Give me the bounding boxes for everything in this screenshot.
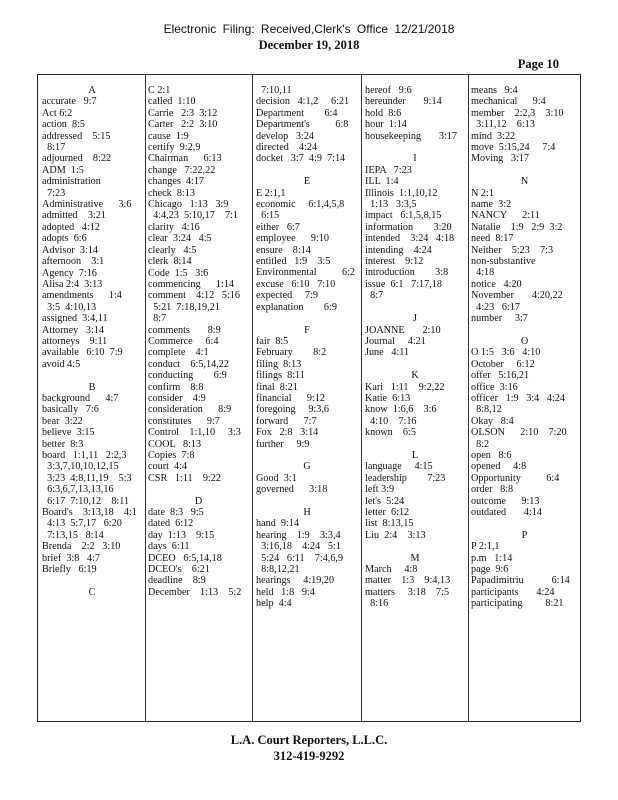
section-letter: J — [413, 313, 417, 325]
index-entry: 7:23 — [42, 187, 66, 199]
index-entry: outdated 4:14 — [471, 507, 543, 518]
index-entry: bear 3:22 — [42, 415, 83, 427]
section-letter: C — [88, 586, 96, 598]
index-entry: impact 6:1,5,8,15 — [365, 210, 442, 222]
spacer — [365, 439, 465, 450]
index-entry: governed 3:18 — [256, 484, 328, 496]
index-entry: ADM 1:5 — [42, 164, 84, 176]
index-entry: October 6:12 — [471, 358, 535, 370]
index-entry: amendments 1:4 — [42, 290, 122, 302]
index-entry: 3:3,7,10,10,12,15 — [42, 461, 119, 473]
index-entry: 8:8,12 — [471, 404, 502, 416]
index-entry: introduction 3:8 — [365, 267, 449, 279]
index-entry: known 6:5 — [365, 427, 416, 439]
index-entry: Liu 2:4 3:13 — [365, 529, 426, 541]
index-entry: available 6:10 7:9 — [42, 347, 123, 359]
index-entry: conduct 6:5,14,22 — [148, 358, 229, 370]
index-entry: filings 8:11 — [256, 370, 305, 382]
index-entry: directed 4:24 — [256, 142, 318, 154]
index-entry: docket 3:7 4:9 7:14 — [256, 153, 346, 165]
index-entry: Chairman 6:13 — [148, 153, 222, 165]
index-entry: left 3:9 — [365, 484, 395, 496]
index-entry: Good 3:1 — [256, 472, 297, 484]
index-entry: DCEO's 6:21 — [148, 564, 210, 576]
index-entry: 3:5 4:10,13 — [42, 301, 97, 313]
index-entry: develop 3:24 — [256, 130, 315, 142]
index-entry: afternoon 3:1 — [42, 256, 105, 268]
index-entry: Okay 8:4 — [471, 415, 514, 427]
index-entry: participants 4:24 — [471, 586, 555, 598]
index-entry: filing 8:13 — [256, 358, 302, 370]
index-entry: avoid 4:5 — [42, 358, 81, 370]
index-entry: Natalie 1:9 2:9 3:2 — [471, 221, 563, 233]
index-entry: intending 4:24 — [365, 244, 432, 256]
index-entry: page 9:6 — [471, 564, 509, 576]
index-entry: cause 1:9 — [148, 130, 189, 142]
index-entry: constitutes 9:7 — [148, 415, 220, 427]
index-entry: dated 6:12 — [148, 518, 194, 530]
index-entry: 4:18 — [471, 267, 495, 279]
column-divider — [252, 75, 253, 721]
index-entry: clerk 8:14 — [148, 256, 192, 268]
spacer — [256, 496, 358, 507]
index-entry: commencing 1:14 — [148, 278, 235, 290]
section-letter: A — [88, 85, 96, 96]
index-entry: days 6:11 — [148, 541, 190, 553]
index-entry: administration — [42, 176, 101, 188]
index-entry: economic 6:1,4,5,8 — [256, 199, 345, 211]
index-entry: Agency 7:16 — [42, 267, 97, 279]
index-entry: Control 1:1,10 3:3 — [148, 427, 241, 439]
index-entry: board 1:1,11 2:2,3 — [42, 449, 127, 461]
index-entry: leadership 7:23 — [365, 472, 446, 484]
index-entry: hand 9:14 — [256, 518, 300, 530]
index-entry: member 2:2,3 3:10 — [471, 107, 564, 119]
index-entry: Board's 3:13,18 4:1 — [42, 507, 137, 519]
spacer — [256, 313, 358, 324]
index-entry: hereunder 9:14 — [365, 96, 442, 108]
index-entry: ensure 8:14 — [256, 244, 311, 256]
spacer — [365, 541, 465, 552]
spacer — [471, 165, 578, 176]
index-entry: Act 6:2 — [42, 107, 73, 119]
spacer — [42, 575, 142, 586]
index-entry: hour 1:14 — [365, 119, 407, 131]
index-entry: check 8:13 — [148, 187, 195, 199]
index-entry: called 1:10 — [148, 96, 196, 108]
index-entry: 6:17 7:10,12 8:11 — [42, 495, 130, 507]
page-number: Page 10 — [517, 57, 559, 71]
index-entry: language 4:15 — [365, 461, 433, 473]
index-entry: hold 8:6 — [365, 107, 402, 119]
index-entry: offer 5:16,21 — [471, 370, 530, 382]
index-entry: office 3:16 — [471, 381, 518, 393]
index-entry: clarity 4:16 — [148, 221, 200, 233]
index-column-5 — [471, 85, 578, 717]
index-entry: clear 3:24 4:5 — [148, 233, 212, 245]
index-entry: mind 3:22 — [471, 130, 516, 142]
index-entry: held 1:8 9:4 — [256, 586, 315, 598]
index-entry: day 1:13 9:15 — [148, 529, 215, 541]
index-entry: COOL 8:13 — [148, 438, 202, 450]
index-entry: open 8:6 — [471, 449, 512, 461]
index-entry: Fox 2:8 3:14 — [256, 427, 319, 439]
column-divider — [361, 75, 362, 721]
index-entry: means 9:4 — [471, 85, 518, 96]
section-letter: H — [303, 506, 311, 518]
index-entry: Katie 6:13 — [365, 392, 411, 404]
index-entry: comment 4:12 5:16 — [148, 290, 240, 302]
index-entry: excuse 6:10 7:10 — [256, 278, 336, 290]
index-entry: matter 1:3 9:4,13 — [365, 575, 451, 587]
index-entry: believe 3:15 — [42, 427, 95, 439]
index-entry: 6:3,6,7,13,13,16 — [42, 484, 114, 496]
index-entry: further 9:9 — [256, 438, 310, 450]
index-entry: assigned 3:4,11 — [42, 313, 108, 325]
index-entry: 7:10,11 — [256, 85, 292, 96]
index-entry: entitled 1:9 3:5 — [256, 256, 331, 268]
index-entry: participating 8:21 — [471, 598, 564, 610]
section-letter: E — [303, 176, 311, 188]
index-entry: court 4:4 — [148, 461, 188, 473]
index-entry: non-substantive — [471, 256, 536, 268]
index-entry: 4:4,23 5:10,17 7:1 — [148, 210, 238, 222]
index-entry: explanation 6:9 — [256, 301, 337, 313]
spacer — [471, 325, 578, 336]
spacer — [365, 359, 465, 370]
reporter-phone: 312-419-9292 — [273, 749, 345, 763]
index-entry: either 6:7 — [256, 221, 300, 233]
index-entry: clearly 4:5 — [148, 244, 197, 256]
index-entry: date 8:3 9:5 — [148, 507, 204, 519]
index-entry: adjourned 8:22 — [42, 153, 112, 165]
index-entry: background 4:7 — [42, 392, 119, 404]
index-entry: P 2:1,1 — [471, 541, 500, 553]
index-entry: 4:23 6:17 — [471, 301, 520, 313]
index-entry: expected 7:9 — [256, 290, 318, 302]
index-entry: matters 3:18 7:5 — [365, 586, 450, 598]
index-entry: addressed 5:15 — [42, 130, 111, 142]
index-entry: let's 5:24 — [365, 495, 405, 507]
section-letter: L — [411, 449, 419, 461]
spacer — [471, 518, 578, 529]
index-entry: p.m 1:14 — [471, 552, 513, 564]
index-entry: admitted 3:21 — [42, 210, 106, 222]
index-entry: Illinois 1:1,10,12 — [365, 187, 438, 199]
index-entry: 8:16 — [365, 598, 389, 610]
index-entry: adopts 6:6 — [42, 233, 87, 245]
word-index-box — [37, 74, 581, 722]
section-letter: D — [194, 495, 203, 507]
index-entry: November 4:20,22 — [471, 290, 563, 302]
index-entry: 5:21 7:18,19,21 — [148, 301, 220, 313]
index-entry: JOANNE 2:10 — [365, 324, 441, 336]
index-entry: June 4:11 — [365, 347, 410, 359]
index-entry: Brenda 2:2 3:10 — [42, 541, 121, 553]
index-entry: changes 4:17 — [148, 176, 205, 188]
column-divider — [145, 75, 146, 721]
index-entry: opened 4:8 — [471, 461, 527, 473]
column-divider — [468, 75, 469, 721]
index-entry: hereof 9:6 — [365, 85, 412, 96]
index-column-2 — [148, 85, 249, 717]
section-letter: O — [520, 335, 529, 347]
spacer — [256, 450, 358, 461]
index-entry: outcome 9:13 — [471, 495, 540, 507]
index-entry: 7:13,15 8:14 — [42, 529, 104, 541]
index-entry: employee 9:10 — [256, 233, 329, 245]
index-entry: 8:8,12,21 — [256, 564, 300, 575]
index-entry: Environmental 6:2 — [256, 267, 356, 279]
index-entry: know 1:6,6 3:6 — [365, 404, 437, 416]
index-entry: O 1:5 3:6 4:10 — [471, 347, 541, 359]
index-entry: conducting 6:9 — [148, 370, 227, 382]
index-entry: forward 7:7 — [256, 415, 317, 427]
section-letter: I — [413, 153, 417, 165]
index-entry: March 4:8 — [365, 563, 418, 575]
index-entry: 8:2 — [471, 438, 490, 450]
index-entry: Briefly 6:19 — [42, 564, 97, 576]
index-column-3 — [256, 85, 358, 717]
index-entry: Attorney 3:14 — [42, 324, 104, 336]
index-entry: IEPA 7:23 — [365, 164, 412, 176]
index-entry: Kari 1:11 9:2,22 — [365, 381, 445, 393]
index-entry: brief 3:8 4:7 — [42, 552, 101, 564]
index-entry: Papadimitriu 6:14 — [471, 575, 570, 587]
index-entry: move 5:15,24 7:4 — [471, 142, 556, 154]
index-entry: confirm 8:8 — [148, 381, 204, 393]
section-letter: K — [411, 370, 419, 382]
index-entry: Carrie 2:3 3:12 — [148, 107, 218, 119]
index-entry: DCEO 6:5,14,18 — [148, 552, 222, 564]
index-entry: housekeeping 3:17 — [365, 130, 457, 142]
index-column-1 — [42, 85, 142, 717]
index-entry: ILL 1:4 — [365, 176, 399, 188]
index-entry: Department 6:4 — [256, 107, 338, 119]
section-letter: G — [303, 461, 311, 473]
document-date: December 19, 2018 — [258, 38, 360, 52]
index-entry: 1:13 3:3,5 — [365, 199, 417, 211]
index-entry: Administrative 3:6 — [42, 199, 132, 211]
index-entry: consideration 8:9 — [148, 404, 232, 416]
index-entry: NANCY 2:11 — [471, 210, 540, 222]
index-entry: accurate 9:7 — [42, 96, 97, 108]
index-entry: 5:24 6:11 7:4,6,9 — [256, 552, 344, 564]
section-letter: B — [88, 381, 96, 393]
index-entry: order 8:8 — [471, 484, 514, 496]
index-entry: CSR 1:11 9:22 — [148, 472, 221, 484]
index-entry: fair 8:5 — [256, 335, 289, 347]
index-entry: interest 9:12 — [365, 256, 424, 268]
index-entry: certify 9:2,9 — [148, 142, 201, 154]
index-entry: Advisor 3:14 — [42, 244, 99, 256]
index-entry: hearings 4:19,20 — [256, 575, 335, 587]
index-entry: Moving 3:17 — [471, 153, 530, 165]
index-column-4 — [365, 85, 465, 717]
spacer — [365, 302, 465, 313]
index-entry: 8:7 — [148, 313, 167, 325]
index-entry: Commerce 6:4 — [148, 335, 219, 347]
index-entry: final 8:21 — [256, 381, 298, 393]
index-entry: Neither 5:23 7:3 — [471, 244, 554, 256]
index-entry: need 8:17 — [471, 233, 514, 245]
section-letter: F — [304, 324, 310, 336]
index-entry: OLSON 2:10 7:20 — [471, 427, 567, 439]
index-entry: Opportunity 6:4 — [471, 472, 560, 484]
spacer — [365, 142, 465, 153]
index-entry: 4:13 5:7,17 6:20 — [42, 518, 122, 530]
index-entry: deadline 8:9 — [148, 575, 206, 587]
section-letter: N — [520, 176, 529, 188]
index-entry: 8:17 — [42, 142, 66, 154]
index-entry: attorneys 9:11 — [42, 335, 108, 347]
index-entry: financial 9:12 — [256, 392, 326, 404]
index-entry: C 2:1 — [148, 85, 171, 96]
index-entry: intended 3:24 4:18 — [365, 233, 455, 245]
index-entry: December 1:13 5:2 — [148, 586, 242, 598]
reporter-name: L.A. Court Reporters, L.L.C. — [230, 733, 388, 747]
index-entry: Department's 6:8 — [256, 119, 349, 131]
index-entry: officer 1:9 3:4 4:24 — [471, 392, 566, 404]
index-entry: change 7:22,22 — [148, 164, 216, 176]
index-entry: letter 6:12 — [365, 506, 410, 518]
index-entry: decision 4:1,2 6:21 — [256, 96, 350, 108]
index-entry: Alisa 2:4 3:13 — [42, 278, 103, 290]
index-entry: better 8:3 — [42, 438, 84, 450]
index-entry: comments 8:9 — [148, 324, 221, 336]
index-entry: 3:11,12 6:13 — [471, 119, 535, 131]
index-entry: 4:10 7:16 — [365, 415, 417, 427]
index-entry: Copies 7:8 — [148, 450, 195, 461]
index-entry: complete 4:1 — [148, 347, 209, 359]
index-entry: mechanical 9:4 — [471, 96, 546, 108]
index-entry: E 2:1,1 — [256, 187, 286, 199]
spacer — [256, 165, 358, 176]
filing-stamp: Electronic Filing: Received,Clerk's Office 12/21/2018 — [163, 22, 455, 36]
index-entry: Journal 4:21 — [365, 335, 426, 347]
index-entry: hearing 1:9 3:3,4 — [256, 529, 341, 541]
section-letter: P — [521, 529, 528, 541]
index-entry: name 3:2 — [471, 199, 512, 211]
index-entry: N 2:1 — [471, 187, 494, 199]
index-entry: list 8:13,15 — [365, 518, 414, 530]
index-entry: 8:7 — [365, 290, 384, 302]
index-entry: foregoing 9:3,6 — [256, 404, 329, 416]
index-entry: Chicago 1:13 3:9 — [148, 199, 229, 211]
index-entry: 6:15 — [256, 210, 280, 222]
spacer — [42, 370, 142, 381]
index-entry: number 3:7 — [471, 313, 528, 325]
index-entry: issue 6:1 7:17,18 — [365, 278, 442, 290]
index-entry: 3:23 4:8,11,19 5:3 — [42, 472, 132, 484]
index-entry: adopted 4:12 — [42, 221, 101, 233]
index-entry: Code 1:5 3:6 — [148, 267, 209, 279]
index-entry: action 8:5 — [42, 119, 86, 131]
index-entry: help 4:4 — [256, 598, 292, 610]
spacer — [148, 484, 249, 495]
index-entry: February 8:2 — [256, 347, 327, 359]
index-entry: 3:16,18 4:24 5:1 — [256, 541, 341, 553]
section-letter: M — [410, 552, 420, 564]
index-entry: Carter 2:2 3:10 — [148, 119, 218, 131]
index-entry: basically 7:6 — [42, 404, 99, 416]
index-entry: notice 4:20 — [471, 278, 522, 290]
index-entry: consider 4:9 — [148, 392, 206, 404]
index-entry: information 3:20 — [365, 221, 452, 233]
